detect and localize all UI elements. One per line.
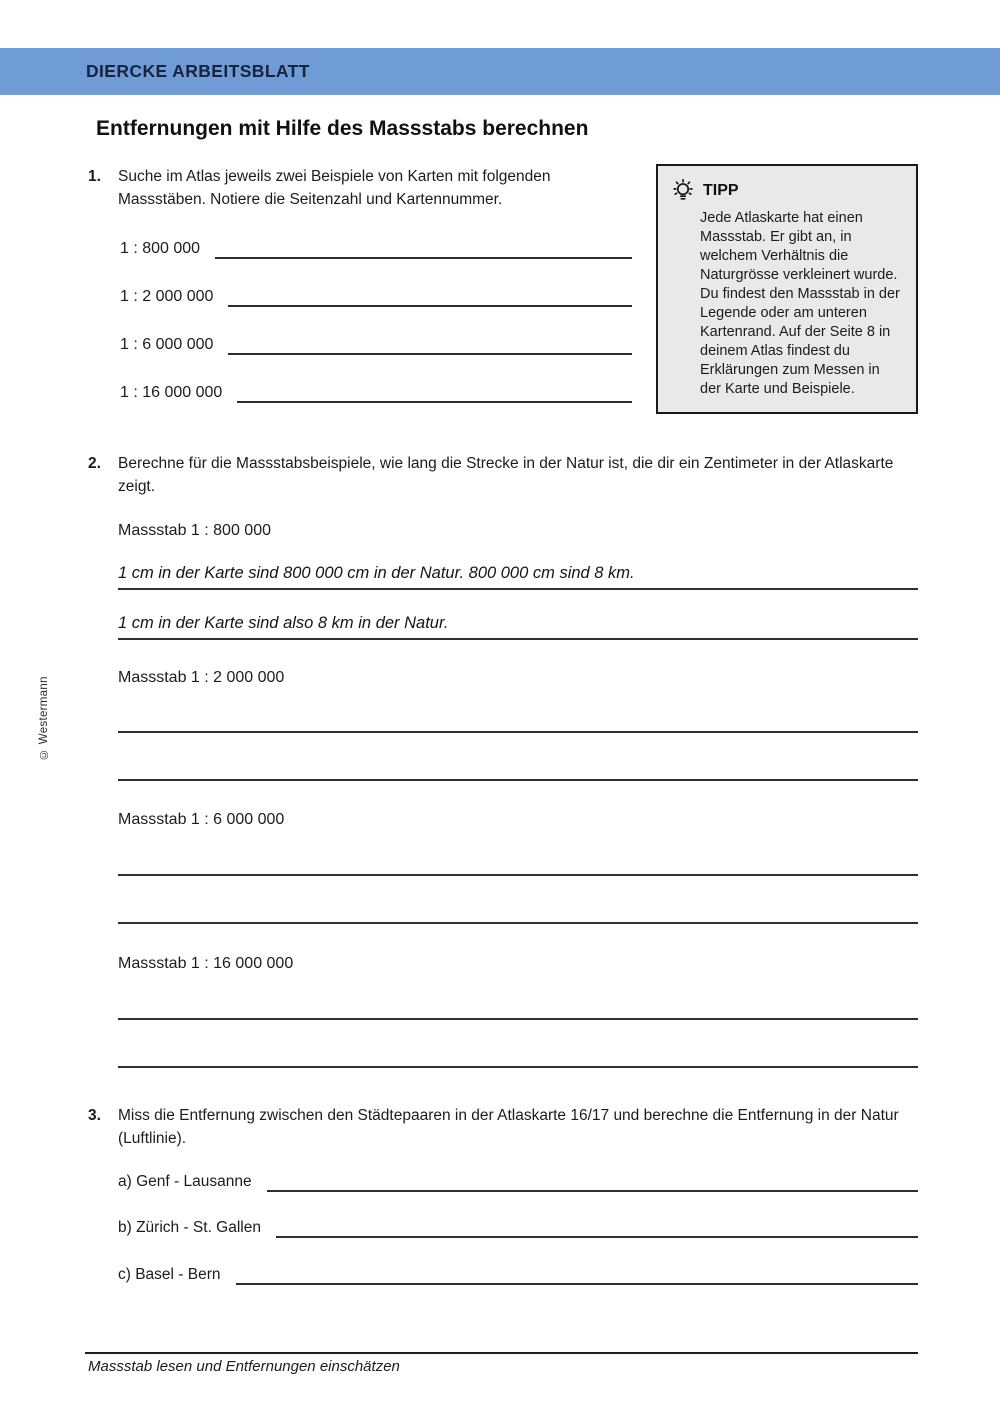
pair-label: c) Basel - Bern [118, 1266, 221, 1283]
answer-blank [215, 239, 632, 259]
pair-label: a) Genf - Lausanne [118, 1173, 252, 1190]
scale-row-1 [120, 239, 632, 259]
answer-blank [118, 1066, 918, 1068]
footer-divider [85, 1352, 918, 1354]
banner-title: DIERCKE ARBEITSBLATT [86, 61, 310, 81]
task-3 [88, 1104, 920, 1150]
answer-blank [228, 335, 632, 355]
task-1 [88, 165, 610, 211]
answer-text-line: 1 cm in der Karte sind also 8 km in der Natur. [118, 614, 918, 640]
task-2-text: Berechne für die Massstabsbeispiele, wie lang die Strecke in der Natur ist, die dir ein Zentimeter in der Atlaskarte zeigt. [118, 455, 894, 495]
tip-box [656, 164, 918, 414]
task-2-number: 2. [88, 455, 101, 472]
scale-label: 1 : 6 000 000 [120, 336, 214, 353]
answer-blank [118, 779, 918, 781]
pair-row-b [118, 1218, 918, 1238]
section-label-2000000: Massstab 1 : 2 000 000 [118, 669, 285, 686]
scale-row-3 [120, 335, 632, 355]
task-1-number: 1. [88, 168, 101, 185]
task-3-text: Miss die Entfernung zwischen den Städtepaaren in der Atlaskarte 16/17 und berechne die Entfernung in der Natur (Luftlinie). [118, 1107, 899, 1147]
header-banner [0, 48, 1000, 95]
section-label-800000: Massstab 1 : 800 000 [118, 522, 271, 539]
tip-text: Jede Atlaskarte hat einen Massstab. Er gibt an, in welchem Verhältnis die Naturgrösse verkleinert wurde. Du findest den Massstab in der Legende oder am unteren Kartenrand. Auf der Seite 8 in deinem Atlas findest du Erklärungen zum Messen in der Karte und Beispiele. [700, 210, 900, 397]
answer-blank [276, 1218, 918, 1238]
task-2 [88, 452, 920, 498]
answer-blank [118, 731, 918, 733]
pair-row-a [118, 1172, 918, 1192]
scale-label: 1 : 800 000 [120, 240, 201, 257]
answer-blank [236, 1265, 918, 1285]
answer-blank [267, 1172, 918, 1192]
section-label-6000000: Massstab 1 : 6 000 000 [118, 811, 285, 828]
answer-blank [118, 922, 918, 924]
tip-title: TIPP [703, 182, 739, 199]
answer-blank [228, 287, 632, 307]
footer-caption: Massstab lesen und Entfernungen einschätzen [88, 1358, 400, 1375]
answer-blank [237, 383, 632, 403]
answer-blank [118, 1018, 918, 1020]
pair-label: b) Zürich - St. Gallen [118, 1219, 261, 1236]
copyright-label: © Westermann [38, 676, 50, 760]
scale-label: 1 : 16 000 000 [120, 384, 223, 401]
lightbulb-icon [670, 178, 696, 204]
pair-row-c [118, 1265, 918, 1285]
section-label-16000000: Massstab 1 : 16 000 000 [118, 955, 294, 972]
tip-header [670, 178, 906, 204]
scale-row-4 [120, 383, 632, 403]
task-1-text: Suche im Atlas jeweils zwei Beispiele von Karten mit folgenden Massstäben. Notiere die Seitenzahl und Kartennummer. [118, 168, 551, 208]
task-3-number: 3. [88, 1107, 101, 1124]
page-title: Entfernungen mit Hilfe des Massstabs berechnen [96, 117, 589, 140]
scale-row-2 [120, 287, 632, 307]
answer-text-line: 1 cm in der Karte sind 800 000 cm in der Natur. 800 000 cm sind 8 km. [118, 564, 918, 590]
answer-blank [118, 874, 918, 876]
scale-label: 1 : 2 000 000 [120, 288, 214, 305]
